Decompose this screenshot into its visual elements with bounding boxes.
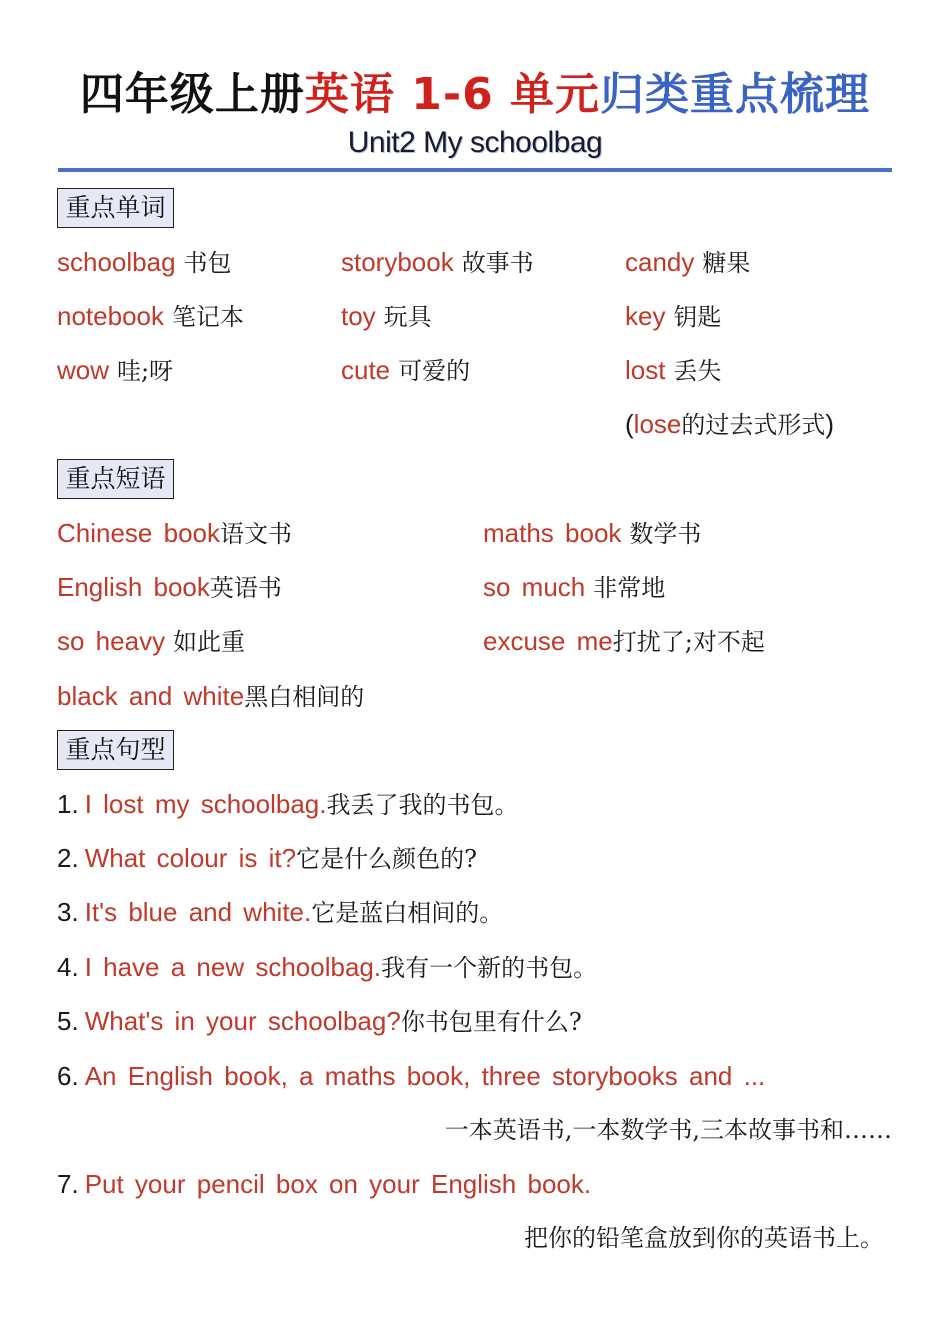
- word-item: [625, 354, 721, 387]
- phrase-item: [483, 517, 701, 550]
- sentence-zh: 我有一个新的书包。: [381, 954, 598, 982]
- title-topic: 归类重点梳理: [600, 69, 871, 120]
- word-zh: 钥匙: [673, 303, 722, 331]
- sentence-en: An English book, a maths book, three storybooks and ...: [84, 1061, 766, 1091]
- sentence-en: I have a new schoolbag.: [84, 952, 382, 982]
- phrase-zh: 非常地: [593, 574, 666, 602]
- section-phrases-label: 重点短语: [57, 459, 174, 499]
- word-en: cute: [341, 355, 391, 385]
- phrase-en: so heavy: [57, 626, 166, 656]
- word-en: lost: [625, 355, 666, 385]
- phrase-zh: 打扰了;对不起: [612, 628, 765, 656]
- sentence-number: 3.: [57, 897, 79, 927]
- sentence-number: 2.: [57, 843, 79, 873]
- word-item: [57, 246, 232, 279]
- word-item: [57, 300, 244, 333]
- note-zh: 的过去式形式: [681, 411, 826, 439]
- sentence-number: 7.: [57, 1169, 79, 1199]
- section-words-label: 重点单词: [57, 188, 174, 228]
- sentence-item: [57, 951, 597, 984]
- word-zh: 书包: [183, 249, 232, 277]
- word-en: candy: [625, 247, 695, 277]
- word-item: [625, 300, 721, 333]
- word-item: [341, 300, 432, 333]
- sentence-en: It's blue and white.: [84, 897, 312, 927]
- word-en: schoolbag: [57, 247, 176, 277]
- sentence-zh: 一本英语书,一本数学书,三本故事书和……: [444, 1116, 892, 1144]
- title-grade: 四年级上册: [79, 69, 305, 120]
- word-en: storybook: [341, 247, 454, 277]
- phrase-en: so much: [483, 572, 586, 602]
- sentence-item: [57, 842, 477, 875]
- word-zh: 玩具: [383, 303, 432, 331]
- sentence-item: [57, 1168, 591, 1201]
- phrase-zh: 英语书: [209, 574, 282, 602]
- unit-subtitle: Unit2 My schoolbag: [347, 126, 603, 159]
- word-en: wow: [57, 355, 110, 385]
- section-sentences-label: 重点句型: [57, 730, 174, 770]
- word-zh: 故事书: [461, 249, 534, 277]
- word-zh: 笔记本: [171, 303, 244, 331]
- phrase-zh: 语文书: [220, 520, 292, 548]
- phrase-zh: 数学书: [629, 520, 702, 548]
- sentence-number: 4.: [57, 952, 79, 982]
- phrase-en: maths book: [483, 518, 622, 548]
- phrase-en: Chinese book: [57, 518, 220, 548]
- word-item: [57, 354, 173, 387]
- page-title: [0, 58, 950, 122]
- phrase-item: [57, 571, 282, 604]
- sentence-zh: 它是什么颜色的?: [296, 845, 477, 873]
- sentence-number: 5.: [57, 1006, 79, 1036]
- word-zh: 丢失: [673, 357, 722, 385]
- phrase-en: English book: [57, 572, 210, 602]
- word-item: [341, 246, 534, 279]
- note-open-paren: (: [625, 409, 634, 439]
- sentence-number: 6.: [57, 1061, 79, 1091]
- phrase-zh: 黑白相间的: [244, 683, 365, 711]
- sentence-zh: 把你的铅笔盒放到你的英语书上。: [524, 1224, 884, 1252]
- sentence-item: [57, 896, 503, 929]
- word-item: [625, 246, 750, 279]
- word-en: toy: [341, 301, 376, 331]
- word-zh: 可爱的: [398, 357, 471, 385]
- word-zh: 哇;呀: [116, 357, 174, 385]
- sentence-en: I lost my schoolbag.: [84, 789, 327, 819]
- word-en: key: [625, 301, 666, 331]
- title-divider: [58, 168, 892, 172]
- sentence-item: [57, 1060, 765, 1093]
- word-zh: 糖果: [702, 249, 751, 277]
- note-en: lose: [633, 409, 682, 439]
- sentence-en: What's in your schoolbag?: [84, 1006, 401, 1036]
- lost-note: [625, 408, 834, 441]
- phrase-item: [57, 517, 292, 550]
- phrase-item: [57, 680, 364, 713]
- sentence-number: 1.: [57, 789, 79, 819]
- sentence-zh: 它是蓝白相间的。: [311, 899, 504, 927]
- sentence-en: What colour is it?: [84, 843, 297, 873]
- phrase-zh: 如此重: [173, 628, 246, 656]
- word-en: notebook: [57, 301, 164, 331]
- word-item: [341, 354, 470, 387]
- title-subject: 英语 1-6 单元: [304, 69, 601, 120]
- sentence-item: [57, 788, 518, 821]
- sentence-zh: 我丢了我的书包。: [326, 791, 519, 819]
- phrase-en: excuse me: [483, 626, 613, 656]
- sentence-item: [57, 1005, 582, 1038]
- sentence-zh: 你书包里有什么?: [400, 1008, 582, 1036]
- phrase-item: [57, 625, 245, 658]
- note-close-paren: ): [825, 409, 835, 439]
- sentence-en: Put your pencil box on your English book.: [84, 1169, 592, 1199]
- phrase-en: black and white: [57, 681, 245, 711]
- phrase-item: [483, 571, 665, 604]
- phrase-item: [483, 625, 765, 658]
